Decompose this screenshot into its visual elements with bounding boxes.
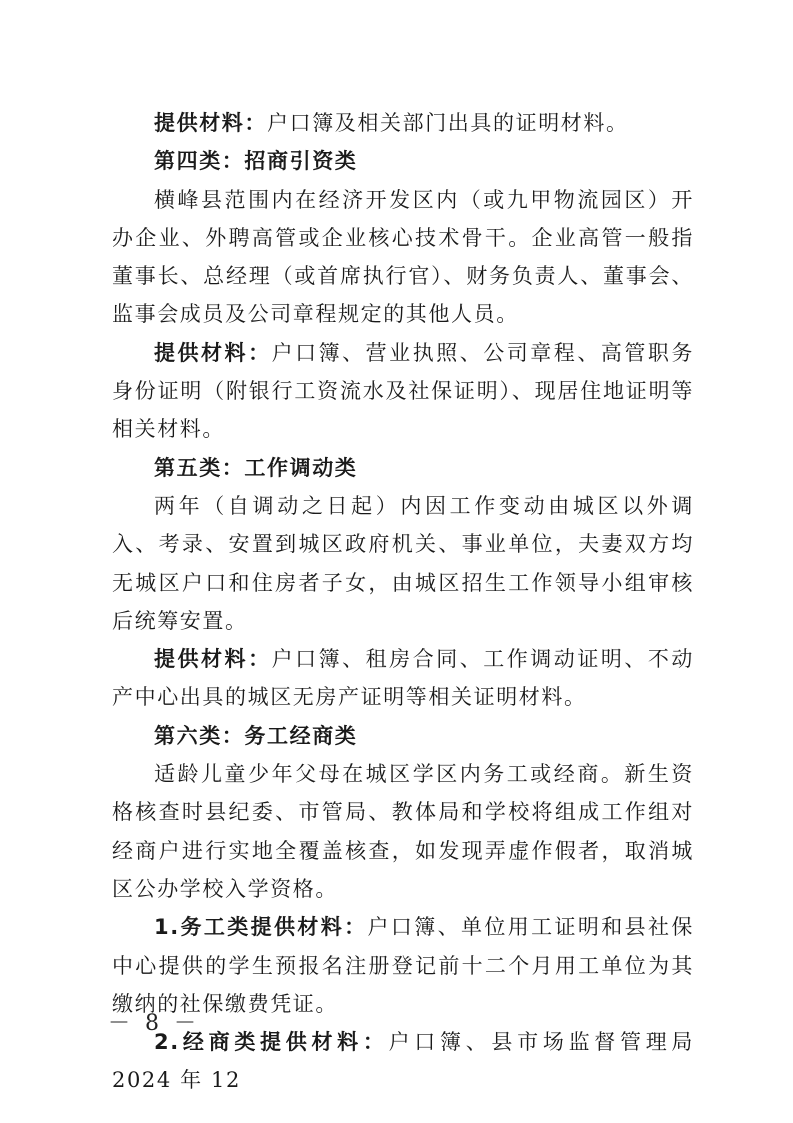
paragraph-text: 户口簿、县市场监督管理局 2024 年 12 [112, 1030, 695, 1093]
paragraph-text: 适龄儿童少年父母在城区学区内务工或经商。新生资格核查时县纪委、市管局、教体局和学校将组成工作组对经商户进行实地全覆盖核查，如发现弄虚作假者，取消城区公办学校入学资格。 [112, 762, 694, 901]
paragraph-business [112, 755, 694, 908]
paragraph-text: 横峰县范围内在经济开发区内（或九甲物流园区）开办企业、外聘高管或企业核心技术骨干。企业高管一般指董事长、总经理（或首席执行官）、财务负责人、董事会、监事会成员及公司章程规定的其他人员。 [112, 187, 694, 327]
paragraph-text: 两年（自调动之日起）内因工作变动由城区以外调入、考录、安置到城区政府机关、事业单位，夫妻双方均无城区户口和住房者子女，由城区招生工作领导小组审核后统筹安置。 [112, 493, 694, 633]
section-heading-6: 第六类：务工经商类 [154, 723, 358, 748]
paragraph-label: 提供材料： [154, 111, 267, 135]
section-heading-4: 第四类：招商引资类 [154, 149, 358, 174]
paragraph-label: 2.经商类提供材料： [154, 1030, 389, 1055]
document-body [112, 104, 694, 1100]
paragraph-transfer [112, 487, 694, 640]
paragraph-label: 提供材料： [154, 340, 272, 365]
paragraph-label: 1.务工类提供材料： [154, 915, 368, 940]
paragraph-materials-4 [112, 334, 694, 449]
section-heading-5: 第五类：工作调动类 [154, 455, 358, 480]
paragraph-text: 户口簿、单位用工证明和县社保中心提供的学生预报名注册登记前十二个月用工单位为其缴纳的社保缴费凭证。 [112, 915, 694, 1016]
paragraph-text: 户口簿及相关部门出具的证明材料。 [267, 111, 629, 135]
page-number: － 8 － [108, 1011, 200, 1036]
paragraph-text: 户口簿、营业执照、公司章程、高管职务身份证明（附银行工资流水及社保证明）、现居住地证明等相关材料。 [112, 340, 694, 442]
paragraph-materials-5 [112, 640, 694, 717]
paragraph-text: 户口簿、租房合同、工作调动证明、不动产中心出具的城区无房产证明等相关证明材料。 [112, 647, 694, 710]
paragraph-label: 提供材料： [154, 647, 272, 672]
paragraph-materials-1 [112, 104, 694, 142]
paragraph-investment [112, 181, 694, 334]
